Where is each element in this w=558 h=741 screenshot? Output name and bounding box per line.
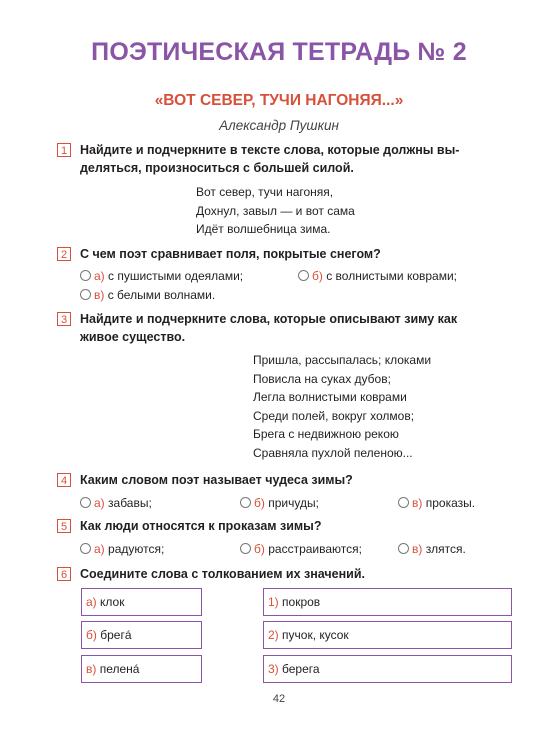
poem-excerpt-2: [253, 351, 431, 462]
poem-line: Идёт волшебница зима.: [196, 222, 331, 236]
question-3-line-1: Найдите и подчеркните слова, которые описывают зиму как: [80, 312, 458, 326]
answer-option-2b[interactable]: б) с волнистыми коврами;: [298, 268, 457, 284]
radio-circle-icon[interactable]: [80, 497, 91, 508]
poem-line: Среди полей, вокруг холмов;: [253, 408, 415, 423]
poem-line: Повисла на суках дубов;: [253, 371, 391, 386]
poem-line: Сравняла пухлой пеленою...: [253, 445, 413, 460]
question-number-4: 4: [57, 473, 71, 487]
poem-excerpt-1: [196, 183, 355, 239]
page-number: 42: [272, 693, 286, 705]
question-5-text: Как люди относятся к проказам зимы?: [80, 519, 322, 533]
answer-option-4a[interactable]: а) забавы;: [80, 495, 152, 511]
question-4-text: Каким словом поэт называет чудеса зимы?: [80, 473, 353, 487]
question-6-text: Соедините слова с толкованием их значений.: [80, 567, 366, 581]
question-number-6: 6: [57, 567, 71, 581]
poem-line: Легла волнистыми коврами: [253, 390, 407, 404]
radio-circle-icon[interactable]: [398, 543, 409, 554]
answer-option-4c[interactable]: в) проказы.: [398, 495, 475, 511]
question-1-line-2: деляться, произноситься с большей силой.: [80, 161, 354, 175]
question-3-line-2: живое существо.: [80, 330, 186, 344]
match-left-box-b[interactable]: б) брегá: [81, 621, 202, 649]
poem-line: Пришла, рассыпалась; клоками: [253, 353, 432, 367]
poem-line: Брега с недвижною рекою: [253, 427, 399, 441]
match-left-box-a[interactable]: а) клок: [81, 588, 202, 616]
answer-option-5a[interactable]: а) радуются;: [80, 541, 164, 557]
question-number-2: 2: [57, 247, 71, 261]
poem-line: Вот север, тучи нагоняя,: [196, 185, 334, 199]
radio-circle-icon[interactable]: [80, 289, 91, 300]
question-1-line-1: Найдите и подчеркните в тексте слова, которые должны вы-: [80, 143, 460, 157]
answer-option-2c[interactable]: в) с белыми волнами.: [80, 287, 215, 303]
page-title: ПОЭТИЧЕСКАЯ ТЕТРАДЬ № 2: [91, 38, 467, 66]
match-right-box-3[interactable]: 3) берега: [263, 655, 512, 683]
radio-circle-icon[interactable]: [298, 270, 309, 281]
poem-line: Дохнул, завыл — и вот сама: [196, 203, 355, 218]
question-number-1: 1: [57, 143, 71, 157]
poem-author: Александр Пушкин: [219, 118, 339, 133]
radio-circle-icon[interactable]: [398, 497, 409, 508]
radio-circle-icon[interactable]: [80, 270, 91, 281]
match-right-box-2[interactable]: 2) пучок, кусок: [263, 621, 512, 649]
match-left-box-c[interactable]: в) пеленá: [81, 655, 202, 683]
radio-circle-icon[interactable]: [240, 543, 251, 554]
radio-circle-icon[interactable]: [240, 497, 251, 508]
radio-circle-icon[interactable]: [80, 543, 91, 554]
answer-option-5c[interactable]: в) злятся.: [398, 541, 466, 557]
question-number-3: 3: [57, 312, 71, 326]
match-right-box-1[interactable]: 1) покров: [263, 588, 512, 616]
question-2-text: С чем поэт сравнивает поля, покрытые снегом?: [80, 247, 381, 261]
answer-option-4b[interactable]: б) причуды;: [240, 495, 319, 511]
question-number-5: 5: [57, 519, 71, 533]
answer-option-5b[interactable]: б) расстраиваются;: [240, 541, 362, 557]
answer-option-2a[interactable]: а) с пушистыми одеялами;: [80, 268, 243, 284]
poem-title: «ВОТ СЕВЕР, ТУЧИ НАГОНЯЯ...»: [154, 92, 404, 109]
